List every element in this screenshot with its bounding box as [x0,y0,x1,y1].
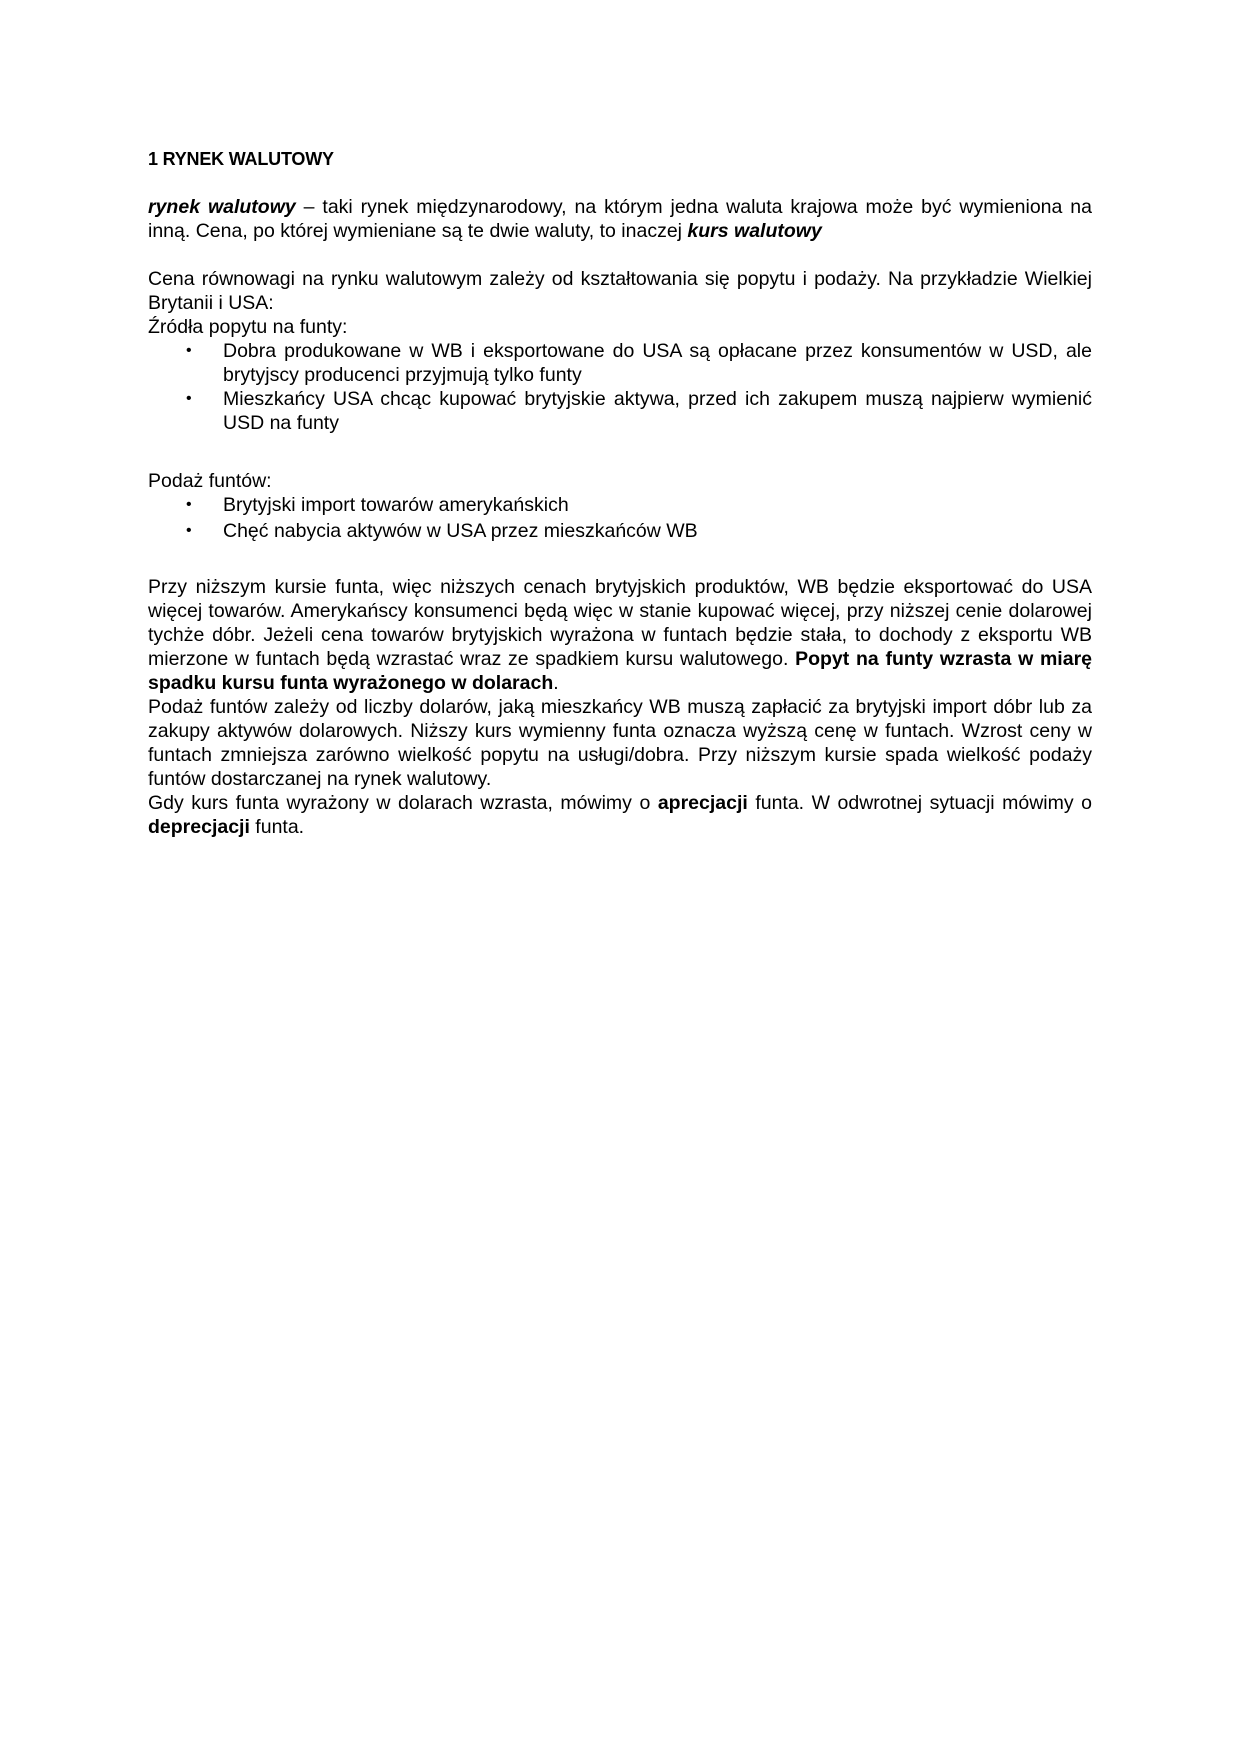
term-deprecjacja: deprecjacji [148,816,250,838]
definition-text: – taki rynek międzynarodowy, na którym jedna waluta krajowa może być wymieniona na inną. Cena, po której wymieniane są te dwie waluty, to inaczej [148,196,1092,242]
bullet-icon: • [186,522,192,539]
spacer [148,435,1092,459]
appreciation-paragraph [148,791,1092,839]
intro-paragraph: Cena równowagi na rynku walutowym zależy od kształtowania się popytu i podaży. Na przykładzie Wielkiej Brytanii i USA: [148,268,1092,314]
demand-sources-list [148,339,1092,435]
document-page [148,147,1092,839]
definition-paragraph [148,195,1092,243]
term-rynek-walutowy: rynek walutowy [148,196,296,218]
bullet-icon: • [186,496,192,513]
supply-label: Podaż funtów: [148,470,272,492]
spacer [148,567,1092,575]
paragraph-end: . [553,672,559,694]
bullet-icon: • [186,390,192,407]
spacer [148,459,1092,469]
list-item-text: Chęć nabycia aktywów w USA przez mieszkańców WB [223,520,698,542]
spacer [148,543,1092,567]
list-item-text: Mieszkańcy USA chcąc kupować brytyjskie aktywa, przed ich zakupem muszą najpierw wymienić USD na funty [223,388,1092,434]
bullet-icon: • [186,342,192,359]
supply-sources-list [148,493,1092,543]
term-aprecjacja: aprecjacji [657,792,748,814]
list-item [148,519,1092,543]
supply-explanation-paragraph: Podaż funtów zależy od liczby dolarów, jaką mieszkańcy WB muszą zapłacić za brytyjski import dóbr lub za zakupy aktywów dolarowych. Niższy kurs wymienny funta oznacza wyższą cenę w funtach. Wzrost ceny w funtach zmniejsza zarówno wielkość popytu na usługi/dobra. Przy niższym kursie spada wielkość podaży funtów dostarczanej na rynek walutowy. [148,696,1092,790]
paragraph-text: Gdy kurs funta wyrażony w dolarach wzrasta, mówimy o [148,792,658,814]
section-heading: 1 RYNEK WALUTOWY [148,149,334,169]
spacer [148,243,1092,267]
paragraph-text: funta. W odwrotnej sytuacji mówimy o [747,792,1092,814]
list-item [148,339,1092,387]
term-kurs-walutowy: kurs walutowy [687,220,822,242]
list-item [148,493,1092,517]
demand-sources-label: Źródła popytu na funty: [148,316,348,338]
list-item-text: Brytyjski import towarów amerykańskich [223,494,569,516]
key-statement: Popyt na funty wzrasta w miarę spadku kursu funta wyrażonego w dolarach [148,648,1092,694]
paragraph-text: Przy niższym kursie funta, więc niższych cenach brytyjskich produktów, WB będzie eksportować do USA więcej towarów. Amerykańscy konsumenci będą więc w stanie kupować więcej, przy niższej cenie dolarowej tychże dóbr. Jeżeli cena towarów brytyjskich wyrażona w funtach będzie stała, to dochody z eksportu WB mierzone w funtach będą wzrastać wraz ze spadkiem kursu walutowego. [148,576,1092,670]
paragraph-text: funta. [249,816,305,838]
list-item [148,387,1092,435]
demand-explanation-paragraph [148,575,1092,695]
list-item-text: Dobra produkowane w WB i eksportowane do USA są opłacane przez konsumentów w USD, ale brytyjscy producenci przyjmują tylko funty [223,340,1092,386]
